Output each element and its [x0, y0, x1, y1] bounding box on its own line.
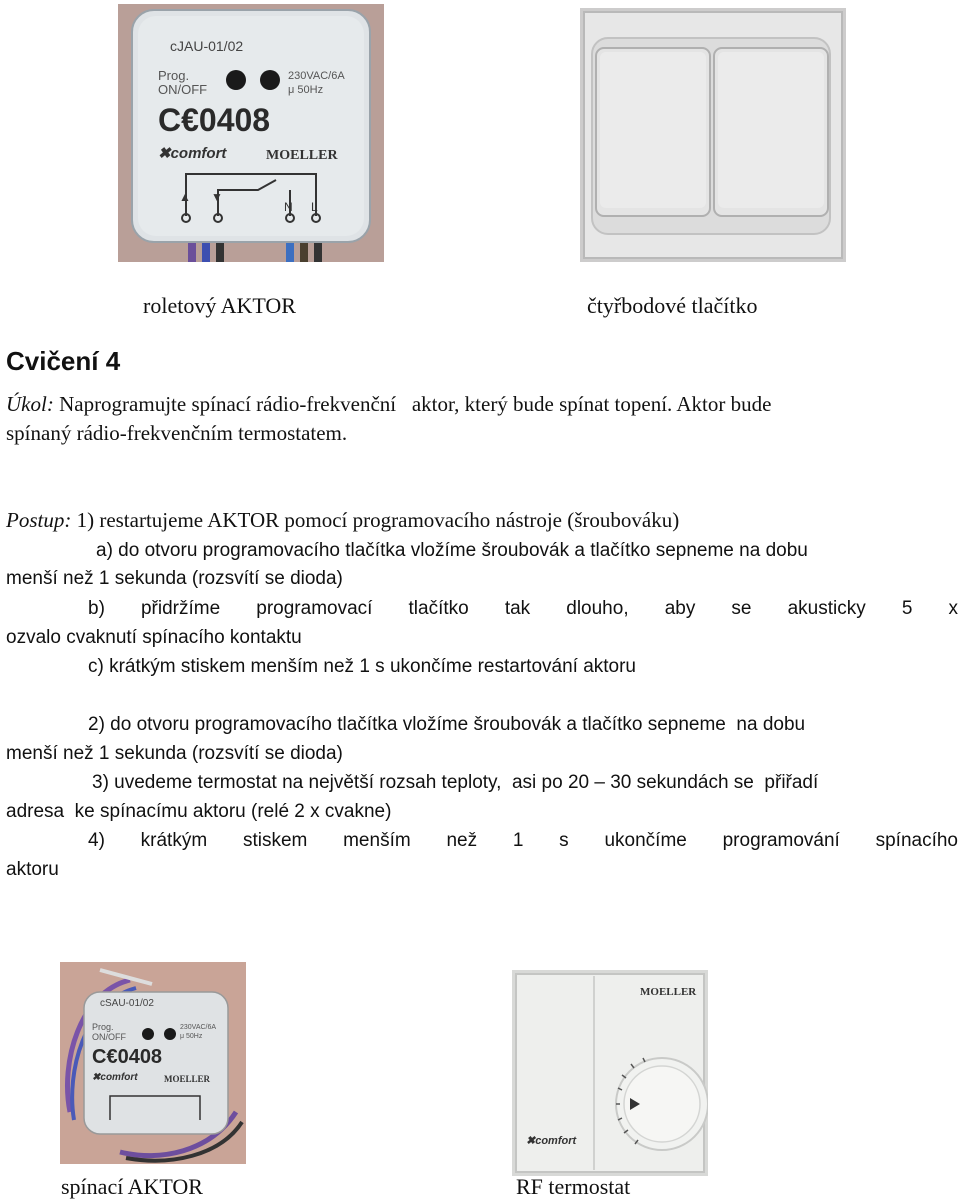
switch-actuator-model: cSAU-01/02: [100, 998, 154, 1009]
task-text-1: Naprogramujte spínací rádio-frekvenční aktor, který bude spínat topení. Aktor bude: [59, 392, 772, 416]
step-4-line-1: 4) krátkým stiskem menším než 1 s ukončíme programování spínacího: [88, 830, 958, 851]
terminal-label-n: N: [284, 200, 293, 214]
step-1-text: 1) restartujeme AKTOR pomocí programovacího nástroje (šroubováku): [76, 508, 680, 532]
procedure-label: Postup:: [6, 508, 72, 532]
step-2-line-2: menší než 1 sekunda (rozsvítí se dioda): [6, 743, 343, 764]
moeller-logo: MOELLER: [266, 148, 338, 163]
switch-actuator-frequency: μ 50Hz: [180, 1033, 203, 1040]
actuator-onoff-label: ON/OFF: [158, 82, 208, 97]
step-3-line-1: 3) uvedeme termostat na největší rozsah teploty, asi po 20 – 30 sekundách se přiřadí: [92, 772, 819, 793]
x-mark-icon: ✖: [526, 1135, 536, 1147]
step-1a-line-1: a) do otvoru programovacího tlačítka vložíme šroubovák a tlačítko sepneme na dobu: [96, 540, 808, 561]
switch-plate-illustration: [580, 8, 846, 262]
step-1b-line-2: ozvalo cvaknutí spínacího kontaktu: [6, 627, 302, 648]
caption-rf-thermostat: RF termostat: [516, 1174, 631, 1199]
actuator-model: cJAU-01/02: [170, 38, 244, 54]
rf-thermostat-photo: [512, 970, 708, 1176]
terminal-label-down: ▼: [211, 190, 223, 204]
switch-actuator-ce-mark: C€0408: [92, 1046, 163, 1068]
thermostat-xcomfort-logo: [526, 1134, 576, 1147]
switch-actuator-prog-label: Prog.: [92, 1022, 114, 1032]
actuator-prog-label: Prog.: [158, 68, 190, 83]
task-line-2: spínaný rádio-frekvenčním termostatem.: [6, 421, 348, 445]
actuator-frequency: μ 50Hz: [288, 84, 324, 96]
step-4-line-2: aktoru: [6, 859, 59, 880]
caption-switch-actuator: spínací AKTOR: [61, 1174, 203, 1199]
step-1a-line-2: menší než 1 sekunda (rozsvítí se dioda): [6, 568, 343, 589]
task-label: Úkol:: [6, 392, 54, 416]
roller-actuator-photo: [118, 4, 384, 262]
thermostat-moeller-logo: MOELLER: [640, 986, 697, 998]
step-1b-line-1: b) přidržíme programovací tlačítko tak dlouho, aby se akusticky 5 x: [88, 598, 958, 619]
caption-four-way-button: čtyřbodové tlačítko: [587, 293, 758, 318]
terminal-label-up: ▲: [179, 190, 191, 204]
thermostat-brand: comfort: [535, 1135, 577, 1147]
actuator-rating: 230VAC/6A: [288, 70, 345, 82]
procedure-step-1: [6, 506, 679, 535]
step-1c: c) krátkým stiskem menším než 1 s ukončíme restartování aktoru: [88, 656, 637, 677]
switch-actuator-onoff-label: ON/OFF: [92, 1032, 126, 1042]
x-mark-icon: ✖: [92, 1072, 101, 1083]
switch-actuator-xcomfort-logo: [92, 1072, 138, 1083]
caption-roller-actuator: roletový AKTOR: [143, 293, 296, 318]
step-3-line-2: adresa ke spínacímu aktoru (relé 2 x cvakne): [6, 801, 392, 822]
step-2-line-1: 2) do otvoru programovacího tlačítka vložíme šroubovák a tlačítko sepneme na dobu: [88, 714, 806, 735]
x-mark-icon: ✖: [158, 145, 171, 162]
exercise-title: Cvičení 4: [6, 346, 121, 376]
brand-name: comfort: [170, 145, 227, 162]
switch-actuator-photo: [60, 962, 246, 1164]
xcomfort-logo: [158, 144, 226, 162]
switch-actuator-rating: 230VAC/6A: [180, 1024, 217, 1031]
task-line-1: [6, 390, 771, 419]
switch-actuator-brand: comfort: [100, 1072, 138, 1083]
terminal-label-l: L: [311, 200, 318, 214]
ce-mark: C€0408: [158, 102, 271, 138]
four-way-button-photo: [580, 8, 846, 262]
switch-actuator-moeller-logo: MOELLER: [164, 1074, 211, 1084]
